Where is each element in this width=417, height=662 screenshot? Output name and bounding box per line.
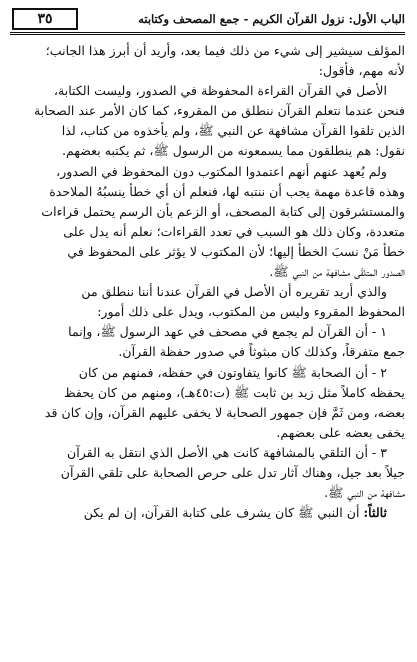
running-header [10,6,405,35]
text-line: يخفى بعضه على بعضهم. [276,424,405,440]
text-line: ١ - أن القرآن لم يجمع في مصحف في عهد الرسول ﷺ، وإنما [68,324,387,340]
text-line: لأنه مهم، فأقول: [318,63,405,79]
text-line: الصدور المتلقّى مشافهة من النبي ﷺ. [269,264,405,280]
text-line: والذي أريد تقريره أن الأصل في القرآن عندنا أننا ننطلق من [81,284,387,300]
line-text: أن النبي ﷺ كان يشرف على كتابة القرآن، إن لم يكن [83,505,364,521]
text-line: المؤلف سيشير إلى شيء من ذلك فيما بعد، وأريد أن أبرز هذا الجانب؛ [45,43,405,58]
text-line: الذين تلقوا القرآن مشافهة عن النبي ﷺ، ولم يأخذوه من كتاب، لذا [61,123,405,139]
body-text [10,41,405,523]
text-line: خطأ مَنْ نسبَ الخطأ إليها؛ لأن المكتوب لا يؤثر على المحفوظ في [67,243,405,259]
text-line: ٢ - أن الصحابة ﷺ كانوا يتفاوتون في حفظه، فمنهم من كان [78,364,387,380]
text-line: نقول: هم ينطلقون مما يسمعونه من الرسول ﷺ، ثم يكتبه بعضهم. [62,143,405,159]
text-line: ولم يُعهد عنهم أنهم اعتمدوا المكتوب دون المحفوظ في الصدور، [56,163,387,179]
section-lead: ثالثاً: [363,505,387,521]
text-line: يحفظه كاملاً مثل زيد بن ثابت ﷺ (ت:٤٥هـ)، ومنهم من كان يحفظ [63,384,405,400]
text-line: المحفوظ المقروء وليس من المكتوب، ويدل على ذلك أمور: [97,304,405,320]
chapter-title: الباب الأول: نزول القرآن الكريم - جمع المصحف وكتابته [138,12,405,26]
text-line: جيلاً بعد جيل، وهناك آثار تدل على حرص الصحابة على تلقي القرآن [60,464,405,480]
text-line: فنحن عندما نتعلم القرآن ننطلق من المقروء، كما كان الأمر عند الصحابة [33,103,405,119]
text-line: والمستشرقون إلى كتابة المصحف، أو الزعم بأن الرسم يحتمل قراءات [41,203,405,219]
page-number-box [12,8,78,30]
text-line: جمع متفرقاً، وكذلك كان مبثوثاً في صدور حفظة القرآن. [118,344,405,360]
text-line: مشافهة من النبي ﷺ. [324,485,405,501]
text-line [10,503,405,523]
text-line: بعضه، ومن ثَمَّ فإن جمهور الصحابة لا يخفى عليهم القرآن، وإن كان قد [44,404,405,420]
text-line: متعددة، وكان ذلك هو السبب في تعدد القراءات؛ نعلم أنه يدل على [63,223,405,239]
text-line: الأصل في القرآن القراءة المحفوظة في الصدور، وليست الكتابة، [53,83,387,99]
text-line: ٣ - أن التلقي بالمشافهة كانت هي الأصل الذي انتقل به القرآن [66,444,387,460]
page-number: ٣٥ [37,11,53,27]
text-line: وهذه قاعدة مهمة يجب أن ننتبه لها، فنعلم أن أي خطأ ينسبُهُ الملاحدة [49,183,405,199]
